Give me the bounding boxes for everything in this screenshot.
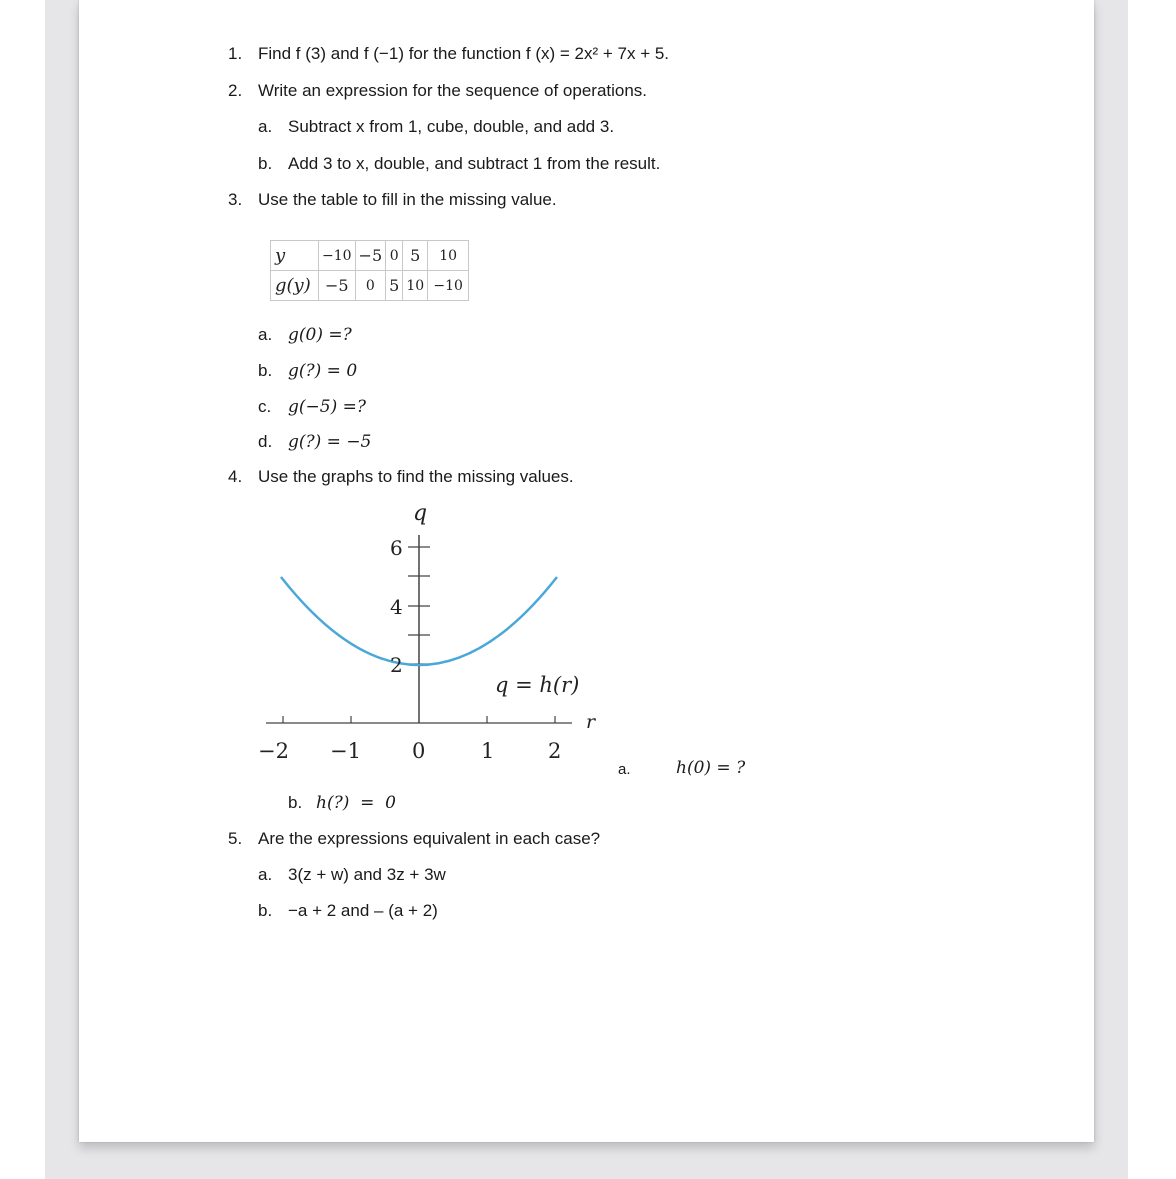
question-2a-label: a. [258, 117, 273, 136]
question-2b [258, 153, 660, 175]
table-row-1-label: y [271, 241, 319, 271]
question-1-text: Find f (3) and f (−1) for the function f (x) = 2x² + 7x + 5. [258, 44, 670, 63]
question-2b-text: Add 3 to x, double, and subtract 1 from the result. [288, 154, 661, 173]
question-1 [228, 43, 669, 65]
question-3b-expr: g(?) = 0 [288, 361, 358, 381]
question-2-text: Write an expression for the sequence of operations. [258, 81, 648, 100]
table-cell: −10 [319, 241, 356, 271]
question-3d-label: d. [258, 432, 273, 451]
question-5-number: 5. [228, 829, 243, 848]
x-tick-label: 2 [548, 739, 562, 763]
question-5 [228, 828, 600, 850]
table-cell: 5 [386, 271, 403, 301]
table-cell: −5 [355, 241, 386, 271]
question-4-number: 4. [228, 467, 243, 486]
question-4a-label: a. [618, 761, 631, 778]
x-tick-label: 0 [412, 739, 426, 763]
table-row [271, 241, 469, 271]
question-3a-expr: g(0) =? [288, 325, 352, 345]
table-cell: −5 [319, 271, 356, 301]
question-3c-label: c. [258, 397, 272, 416]
question-3-text: Use the table to fill in the missing value. [258, 190, 557, 209]
question-3a [258, 324, 352, 346]
table-cell: 0 [355, 271, 386, 301]
curve-label: q = h(r) [495, 673, 580, 697]
values-table [270, 240, 469, 301]
question-3d-expr: g(?) = −5 [288, 432, 372, 452]
x-tick-label: 1 [481, 739, 495, 763]
table-cell: 10 [403, 271, 428, 301]
question-4-text: Use the graphs to find the missing values. [258, 467, 574, 486]
question-3b-label: b. [258, 361, 273, 380]
x-tick-label: −1 [330, 739, 361, 763]
question-3-number: 3. [228, 190, 243, 209]
question-5-text: Are the expressions equivalent in each case? [258, 829, 601, 848]
y-axis-label: q [413, 501, 428, 526]
question-5a-text: 3(z + w) and 3z + 3w [288, 865, 446, 884]
question-3c [258, 396, 366, 418]
question-5a-label: a. [258, 865, 273, 884]
question-5a [258, 864, 446, 886]
question-2 [228, 80, 647, 102]
table-cell: 10 [428, 241, 469, 271]
question-3d [258, 431, 371, 453]
question-3a-label: a. [258, 325, 273, 344]
question-5b-label: b. [258, 901, 273, 920]
question-2-number: 2. [228, 81, 243, 100]
table-cell: −10 [428, 271, 469, 301]
question-3b [258, 360, 357, 382]
y-tick-label: 2 [390, 653, 403, 677]
question-5b-text: −a + 2 and – (a + 2) [288, 901, 438, 920]
question-4a-expr: h(0) = ? [676, 758, 746, 778]
y-tick-label: 4 [390, 595, 403, 619]
x-tick-label: −2 [258, 739, 289, 763]
question-4 [228, 466, 574, 488]
question-2a [258, 116, 614, 138]
x-axis-label: r [586, 711, 596, 733]
question-3 [228, 189, 557, 211]
question-2b-label: b. [258, 154, 273, 173]
question-4b-expr: h(?) = 0 [316, 793, 397, 813]
question-2a-text: Subtract x from 1, cube, double, and add 3. [288, 117, 615, 136]
y-tick-label: 6 [390, 536, 403, 560]
table-cell: 5 [403, 241, 428, 271]
table-row [271, 271, 469, 301]
table-cell: 0 [386, 241, 403, 271]
question-5b [258, 900, 438, 922]
function-graph [170, 490, 630, 780]
question-3c-expr: g(−5) =? [288, 397, 366, 417]
question-1-number: 1. [228, 44, 243, 63]
question-4b [288, 792, 396, 814]
table-row-2-label: g(y) [271, 271, 319, 301]
question-4b-label: b. [288, 793, 303, 812]
